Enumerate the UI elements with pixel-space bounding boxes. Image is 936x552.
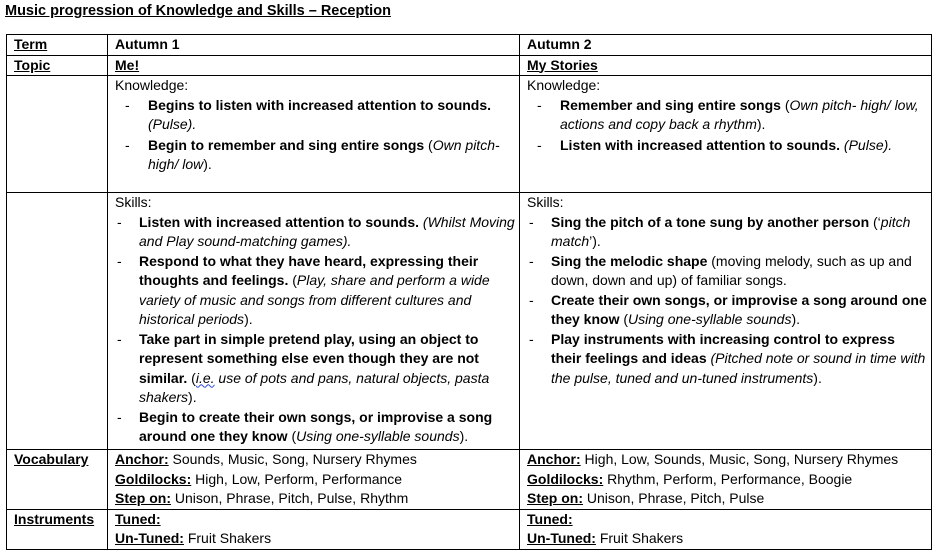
step-on-row: Step on: Unison, Phrase, Pitch, Pulse, Rhythm (115, 490, 409, 506)
list-item: - Play instruments with increasing control to express their feelings and ideas (Pitched note or sound in time with the pulse, tuned and un-tuned instruments). (527, 330, 928, 389)
autumn1-knowledge (108, 76, 520, 193)
autumn1-term-label: Autumn 1 (115, 36, 180, 52)
autumn1-instruments (108, 509, 520, 549)
tuned-row: Tuned: (115, 510, 161, 527)
term-row (7, 35, 932, 56)
autumn2-knowledge (520, 76, 932, 193)
untuned-row: Un-Tuned: Fruit Shakers (527, 530, 684, 546)
autumn1-topic (108, 55, 520, 76)
topic-header-label: Topic (14, 56, 51, 73)
instruments-header-label: Instruments (14, 510, 95, 527)
list-item: - Listen with increased attention to sounds. (Pulse). (527, 136, 928, 156)
vocabulary-header-label: Vocabulary (14, 451, 89, 467)
knowledge-row (7, 76, 932, 193)
instruments-header (7, 509, 108, 549)
autumn2-vocabulary (520, 450, 932, 510)
autumn2-instruments (520, 509, 932, 549)
autumn2-term (520, 35, 932, 56)
autumn1-skills-label: Skills: (115, 194, 152, 210)
term-header-label: Term (14, 36, 48, 52)
anchor-row: Anchor: High, Low, Sounds, Music, Song, Nursery Rhymes (527, 451, 899, 467)
autumn2-topic-label: My Stories (527, 56, 598, 73)
autumn1-term (108, 35, 520, 56)
knowledge-header-cell (7, 76, 108, 193)
list-item: - Begin to remember and sing entire songs (Own pitch- high/ low). (115, 136, 516, 175)
autumn1-skills (108, 193, 520, 450)
list-item: - Take part in simple pretend play, using an object to represent something else even though they are not similar. (i.e. use of pots and pans, natural objects, pasta shakers). (115, 330, 516, 408)
list-item: - Create their own songs, or improvise a song around one they know (Using one-syllable sounds). (527, 291, 928, 330)
autumn1-topic-label: Me! (115, 56, 140, 73)
progression-table (6, 34, 932, 550)
skills-header-cell (7, 193, 108, 450)
list-item: - Begin to create their own songs, or improvise a song around one they know (Using one-syllable sounds). (115, 408, 516, 447)
autumn2-knowledge-label: Knowledge: (527, 77, 601, 93)
autumn1-knowledge-list (115, 96, 516, 175)
vocabulary-row (7, 450, 932, 510)
autumn2-skills-list (527, 213, 928, 389)
step-on-row: Step on: Unison, Phrase, Pitch, Pulse (527, 490, 765, 506)
skills-row (7, 193, 932, 450)
autumn2-knowledge-list (527, 96, 928, 156)
autumn2-topic (520, 55, 932, 76)
goldilocks-row: Goldilocks: Rhythm, Perform, Performance, Boogie (527, 470, 853, 487)
term-header (7, 35, 108, 56)
autumn1-skills-list (115, 213, 516, 447)
autumn1-knowledge-label: Knowledge: (115, 77, 189, 93)
list-item: - Remember and sing entire songs (Own pitch- high/ low, actions and copy back a rhythm). (527, 96, 928, 135)
autumn2-skills (520, 193, 932, 450)
document-title: Music progression of Knowledge and Skills – Reception (5, 3, 391, 19)
list-item: - Sing the pitch of a tone sung by another person (‘pitch match’). (527, 213, 928, 252)
list-item: - Begins to listen with increased attention to sounds. (Pulse). (115, 96, 516, 135)
untuned-row: Un-Tuned: Fruit Shakers (115, 530, 272, 546)
list-item: - Respond to what they have heard, expressing their thoughts and feelings. (Play, share and perform a wide variety of music and songs from different cultures and historical periods). (115, 252, 516, 330)
tuned-row: Tuned: (527, 510, 573, 527)
instruments-row (7, 509, 932, 549)
topic-header (7, 55, 108, 76)
vocabulary-header (7, 450, 108, 510)
topic-row (7, 55, 932, 76)
autumn2-term-label: Autumn 2 (527, 36, 592, 52)
anchor-row: Anchor: Sounds, Music, Song, Nursery Rhymes (115, 451, 417, 467)
autumn1-vocabulary (108, 450, 520, 510)
goldilocks-row: Goldilocks: High, Low, Perform, Performance (115, 470, 403, 487)
list-item: - Sing the melodic shape (moving melody, such as up and down, down and up) of familiar songs. (527, 252, 928, 291)
list-item: - Listen with increased attention to sounds. (Whilst Moving and Play sound-matching games). (115, 213, 516, 252)
autumn2-skills-label: Skills: (527, 194, 564, 210)
